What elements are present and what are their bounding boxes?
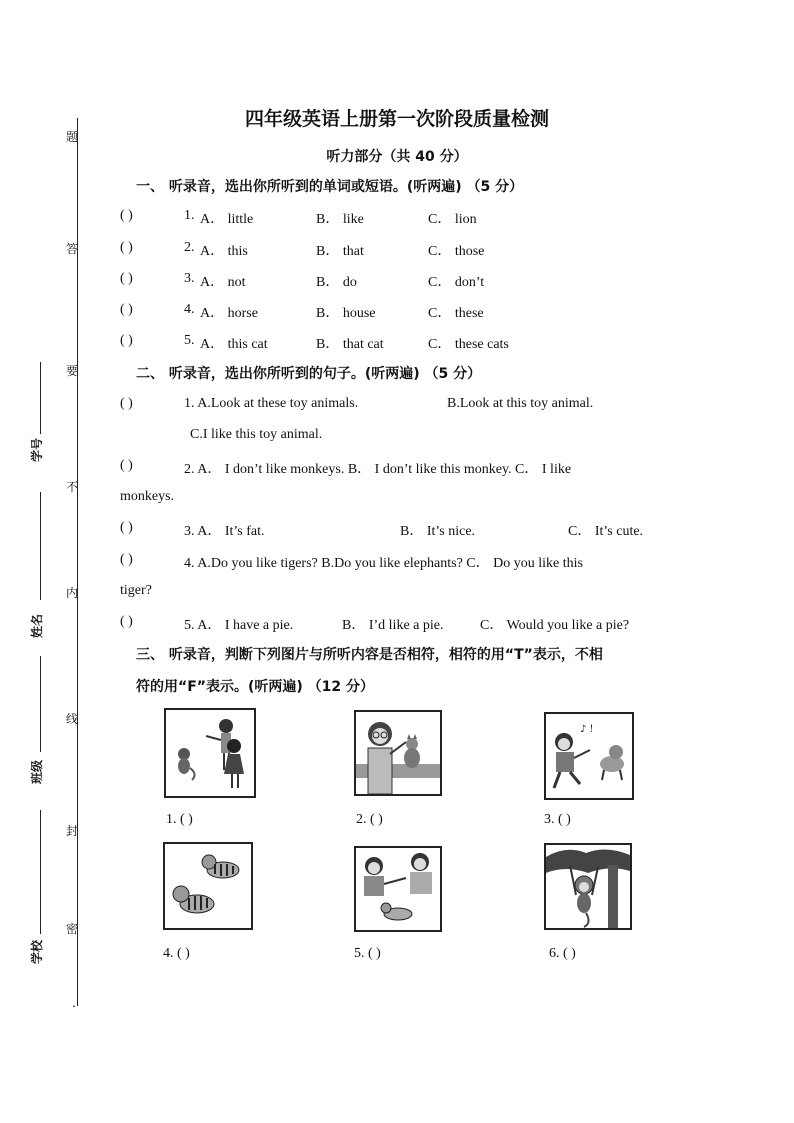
question-text: 3. A． It’s fat. <box>184 524 265 539</box>
picture-2 <box>354 710 442 796</box>
binding-char: 封 <box>66 824 79 838</box>
question-row <box>120 396 680 416</box>
answer-blank[interactable]: ( ) <box>120 520 133 535</box>
boy-dog-illustration <box>546 714 632 798</box>
option-a: A． this cat <box>200 337 268 352</box>
school-label: 学校 <box>30 939 44 964</box>
student-id-label: 学号 <box>30 437 44 462</box>
picture-3-answer[interactable]: 3. ( ) <box>544 812 571 827</box>
picture-2-answer[interactable]: 2. ( ) <box>356 812 383 827</box>
section3-heading: 三、 听录音，判断下列图片与所听内容是否相符，相符的用“T”表示，不相 <box>136 647 603 663</box>
kids-toy-tiger-illustration <box>356 848 440 930</box>
answer-blank[interactable]: ( ) <box>120 302 133 317</box>
question-row <box>120 240 720 260</box>
option-c: C． those <box>428 244 485 259</box>
answer-blank[interactable]: ( ) <box>120 396 133 411</box>
option-c: C． Would you like a pie? <box>480 618 630 633</box>
option-c: C． don’t <box>428 275 485 290</box>
question-number: 3. <box>184 271 195 286</box>
question-row <box>120 458 680 478</box>
answer-blank[interactable]: ( ) <box>120 333 133 348</box>
school-field[interactable] <box>40 810 41 934</box>
option-c: C． these <box>428 306 484 321</box>
question-continued: C.I like this toy animal. <box>190 427 323 442</box>
question-text: 5. A． I have a pie. <box>184 618 294 633</box>
question-row <box>120 271 720 291</box>
option-b: B.Look at this toy animal. <box>447 396 594 411</box>
question-row <box>120 552 680 572</box>
question-number: 1. <box>184 208 195 223</box>
class-field[interactable] <box>40 656 41 752</box>
binding-char: 要 <box>66 364 79 378</box>
section3-heading-cont: 符的用“F”表示。(听两遍) （12 分） <box>136 679 374 695</box>
option-a: A． not <box>200 275 246 290</box>
picture-6-answer[interactable]: 6. ( ) <box>549 946 576 961</box>
option-a: A． little <box>200 212 254 227</box>
name-label: 姓名 <box>30 613 44 638</box>
binding-char: 不 <box>66 480 79 494</box>
option-c: C． lion <box>428 212 477 227</box>
name-field[interactable] <box>40 492 41 600</box>
question-row <box>120 333 720 353</box>
binding-dot: . <box>72 996 76 1010</box>
class-label: 班级 <box>30 759 44 784</box>
page-title: 四年级英语上册第一次阶段质量检测 <box>244 108 549 130</box>
answer-blank[interactable]: ( ) <box>120 240 133 255</box>
picture-3 <box>544 712 634 800</box>
option-b: B． do <box>316 275 357 290</box>
picture-1 <box>164 708 256 798</box>
option-c: C． It’s cute. <box>568 524 644 539</box>
question-row <box>120 614 680 634</box>
binding-char: 题 <box>66 130 79 144</box>
svg-text:♪ !: ♪ ! <box>580 724 594 735</box>
option-a: A． this <box>200 244 248 259</box>
two-tigers-illustration <box>165 844 251 928</box>
kids-monkey-illustration <box>166 710 254 796</box>
question-row <box>120 520 680 540</box>
option-b: B． It’s nice. <box>400 524 476 539</box>
answer-blank[interactable]: ( ) <box>120 271 133 286</box>
option-b: B． that cat <box>316 337 384 352</box>
question-continued: monkeys. <box>120 489 175 504</box>
option-b: B． I’d like a pie. <box>342 618 444 633</box>
answer-blank[interactable]: ( ) <box>120 614 133 629</box>
binding-char: 密 <box>66 922 79 936</box>
question-number: 5. <box>184 333 195 348</box>
option-b: B． that <box>316 244 364 259</box>
question-text: 4. A.Do you like tigers? B.Do you like elephants? C． Do you like this <box>184 556 583 571</box>
answer-blank[interactable]: ( ) <box>120 458 133 473</box>
picture-1-answer[interactable]: 1. ( ) <box>166 812 193 827</box>
girl-cat-illustration <box>356 712 440 794</box>
binding-char: 内 <box>66 586 79 600</box>
answer-blank[interactable]: ( ) <box>120 552 133 567</box>
option-b: B． house <box>316 306 376 321</box>
picture-5 <box>354 846 442 932</box>
section2-heading: 二、 听录音，选出你所听到的句子。(听两遍) （5 分） <box>136 366 482 382</box>
question-continued: tiger? <box>120 583 152 598</box>
option-a: A． horse <box>200 306 258 321</box>
question-text: 1. A.Look at these toy animals. <box>184 396 359 411</box>
picture-5-answer[interactable]: 5. ( ) <box>354 946 381 961</box>
question-row <box>120 208 720 228</box>
question-number: 4. <box>184 302 195 317</box>
question-row <box>120 302 720 322</box>
student-id-field[interactable] <box>40 362 41 434</box>
question-number: 2. <box>184 240 195 255</box>
picture-6 <box>544 843 632 930</box>
picture-4 <box>163 842 253 930</box>
picture-4-answer[interactable]: 4. ( ) <box>163 946 190 961</box>
page-subtitle: 听力部分（共 40 分） <box>326 149 468 165</box>
binding-char: 答 <box>66 242 79 256</box>
question-text: 2. A． I don’t like monkeys. B． I don’t like this monkey. C． I like <box>184 462 572 477</box>
answer-blank[interactable]: ( ) <box>120 208 133 223</box>
option-c: C． these cats <box>428 337 509 352</box>
section1-heading: 一、 听录音，选出你所听到的单词或短语。(听两遍) （5 分） <box>136 179 524 195</box>
option-b: B． like <box>316 212 364 227</box>
monkey-tree-illustration <box>546 845 630 928</box>
binding-char: 线 <box>66 712 79 726</box>
